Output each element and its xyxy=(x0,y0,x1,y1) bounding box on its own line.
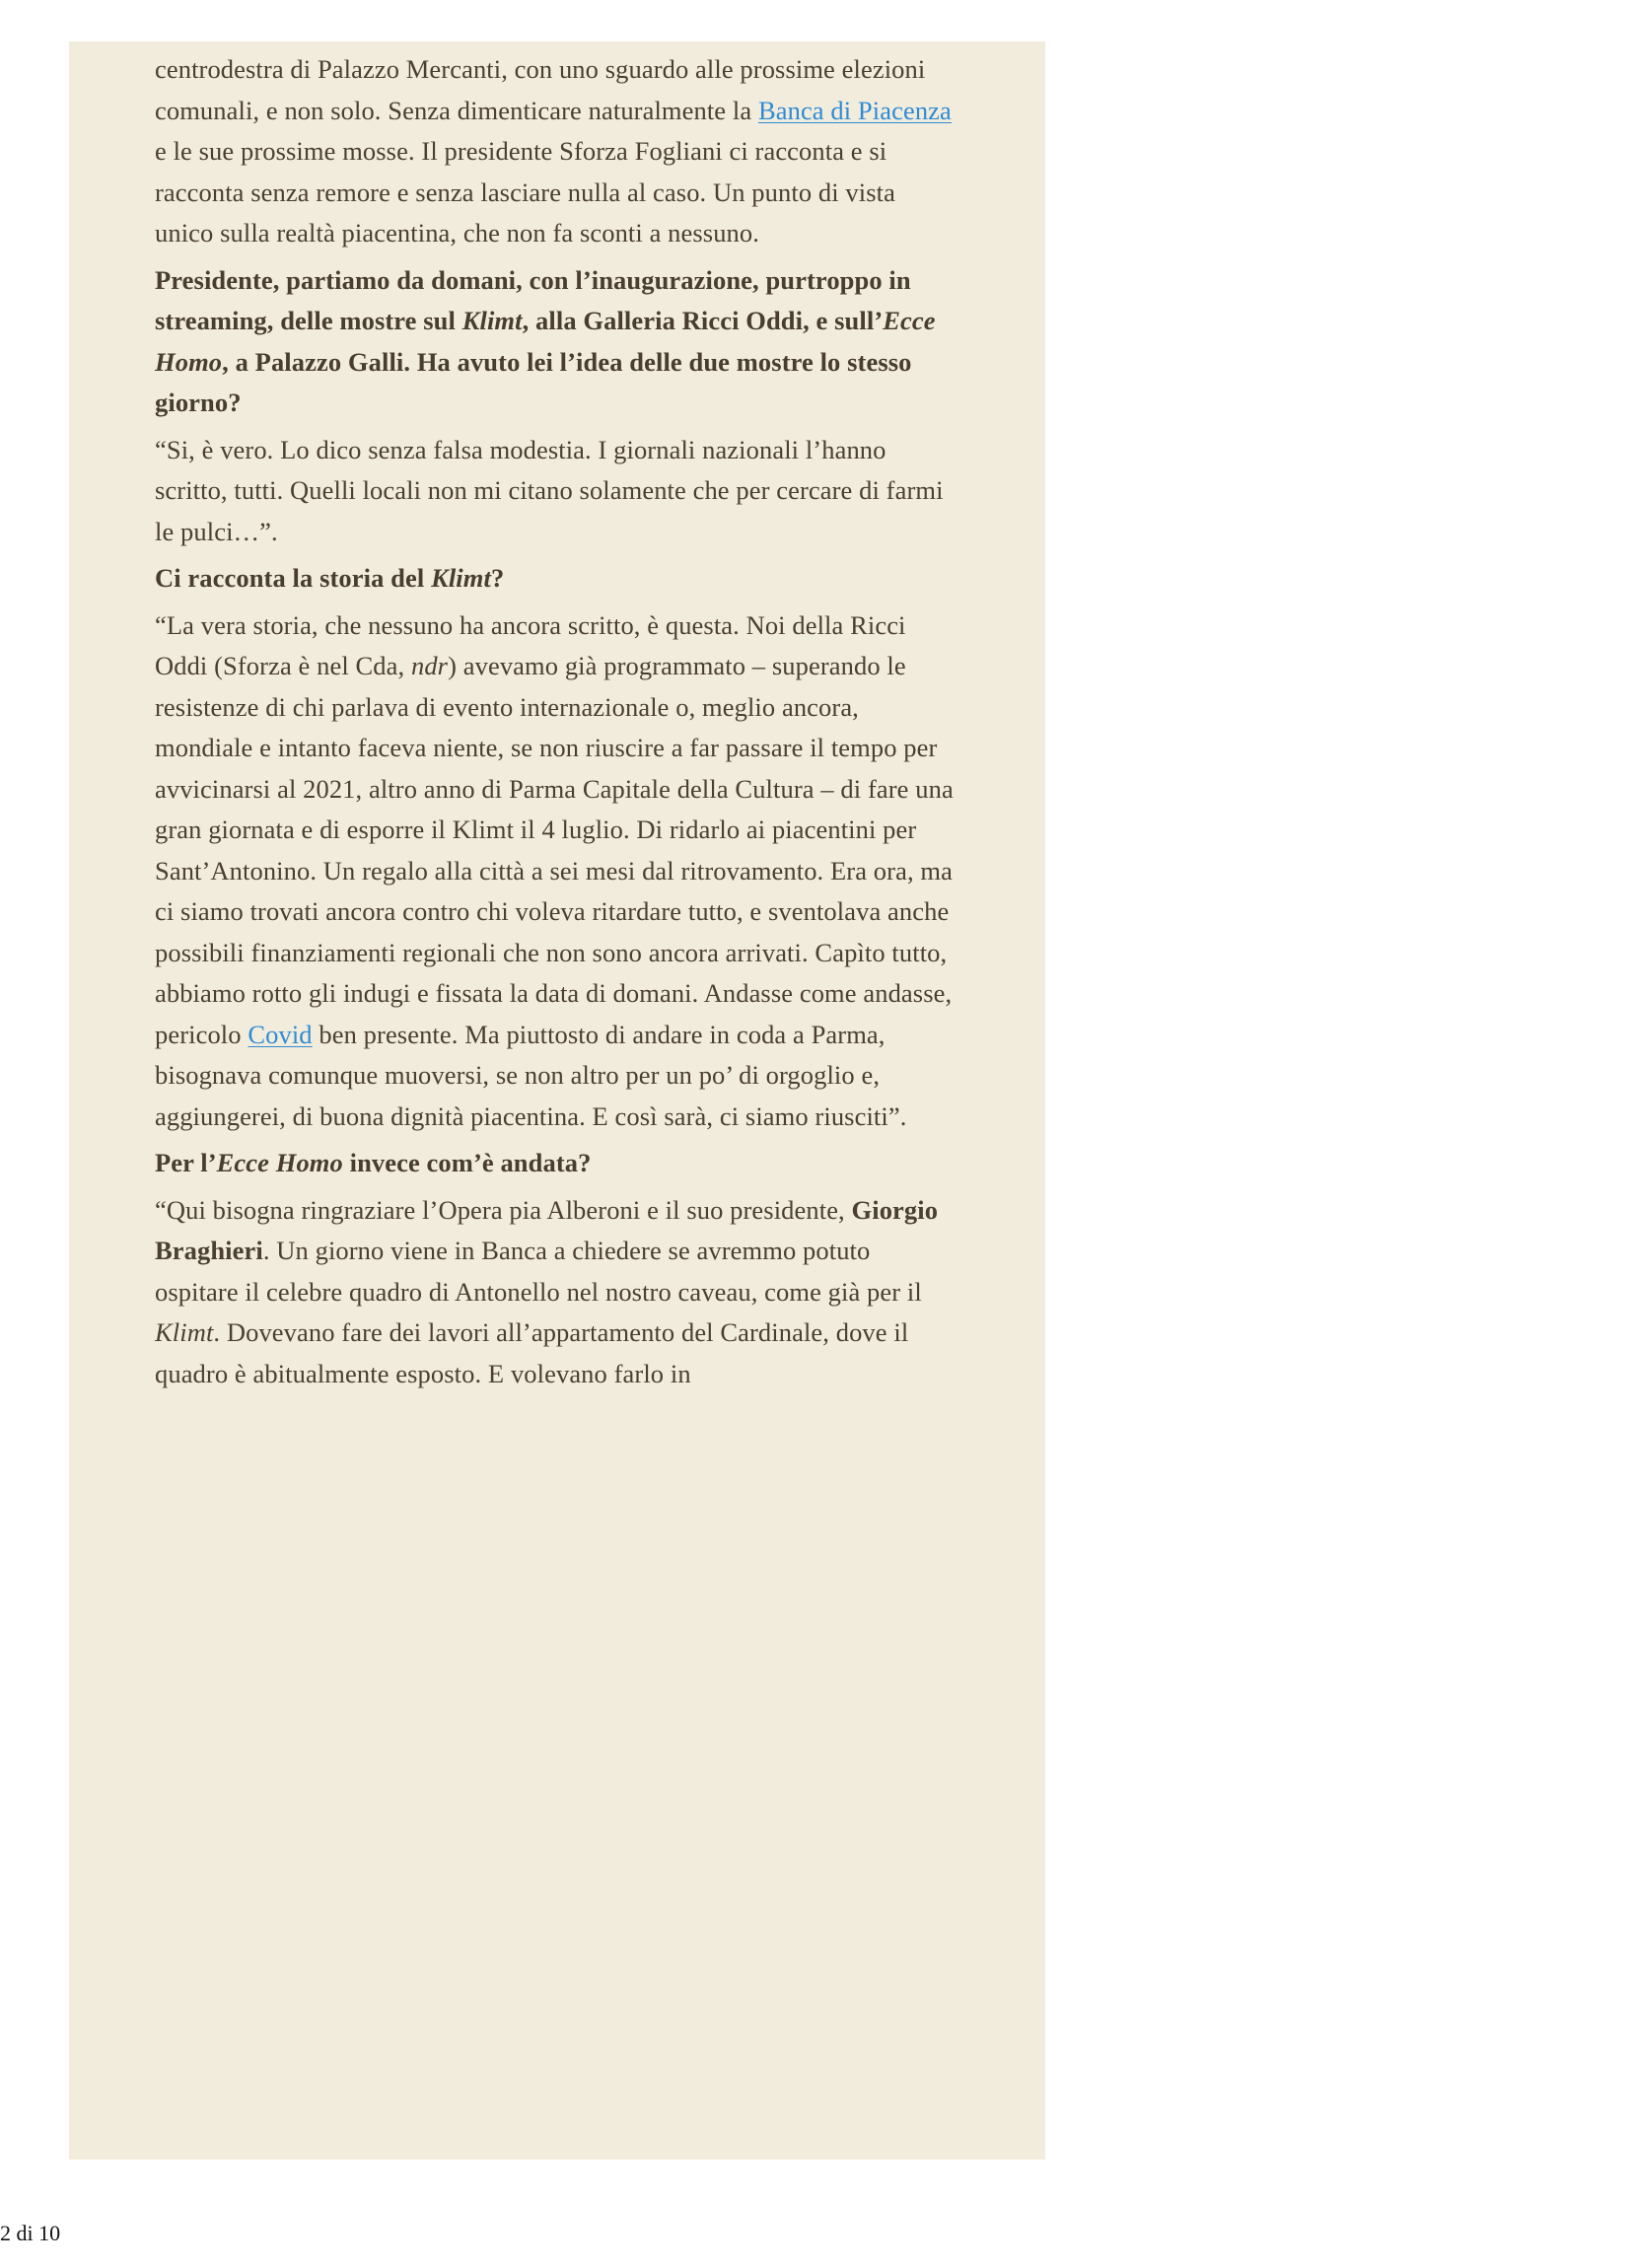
answer-1-seg-0: “Si, è vero. Lo dico senza falsa modestia. I giornali nazionali l’hanno scritto, tutti. Quelli locali non mi citano solamente che per cercare di farmi le pulci…”. xyxy=(155,434,944,546)
question-2-seg-0: Ci racconta la storia del xyxy=(155,563,432,593)
question-1-seg-4: , a Palazzo Galli. Ha avuto lei l’idea delle due mostre lo stesso giorno? xyxy=(155,346,912,417)
question-3-seg-0: Per l’ xyxy=(155,1148,217,1177)
answer-3-seg-3: Klimt xyxy=(155,1317,214,1347)
question-1-seg-0: Presidente, partiamo da domani, con l’inaugurazione, purtroppo in streaming, delle mostre sul xyxy=(155,264,911,335)
answer-2-seg-1: ndr xyxy=(410,651,449,680)
answer-3-seg-2: . Un giorno viene in Banca a chiedere se avremmo potuto ospitare il celebre quadro di Antonello nel nostro caveau, come già per il xyxy=(155,1236,922,1307)
question-1-seg-2: , alla Galleria Ricci Oddi, e sull’ xyxy=(522,306,884,335)
question-1 xyxy=(155,260,956,424)
answer-2-seg-2: ) avevamo già programmato – superando le resistenze di chi parlava di evento internazionale o, meglio ancora, mondiale e intanto faceva niente, se non riuscire a far passare il tempo per avvicinarsi al 2021, altro anno di Parma Capitale della Cultura – di fare una gran giornata e di esporre il Klimt il 4 luglio. Di ridarlo ai piacentini per Sant’Antonino. Un regalo alla città a sei mesi dal ritrovamento. Era ora, ma ci siamo trovati ancora contro chi voleva ritardare tutto, e sventolava anche possibili finanziamenti regionali che non sono ancora arrivati. Capìto tutto, abbiamo rotto gli indugi e fissata la data di domani. Andasse come andasse, pericolo xyxy=(155,651,954,1049)
answer-2-seg-4: ben presente. Ma piuttosto di andare in coda a Parma, bisognava comunque muoversi, se non altro per un po’ di orgoglio e, aggiungerei, di buona dignità piacentina. E così sarà, ci siamo riusciti”. xyxy=(155,1019,907,1131)
question-3 xyxy=(155,1143,956,1184)
link-banca-di-piacenza[interactable]: Banca di Piacenza xyxy=(757,95,952,125)
answer-2-seg-0: “La vera storia, che nessuno ha ancora scritto, è questa. Noi della Ricci Oddi (Sforza è nel Cda, xyxy=(155,609,906,680)
paragraph-continued xyxy=(155,49,956,254)
paragraph-continued-part1: centrodestra di Palazzo Mercanti, con uno sguardo alle prossime elezioni comunali, e non solo. Senza dimenticare naturalmente la xyxy=(155,54,926,125)
page-number-footer: 2 di 10 xyxy=(0,2221,61,2245)
article-page-panel xyxy=(69,41,1045,2160)
question-2 xyxy=(155,558,956,600)
answer-3-seg-0: “Qui bisogna ringraziare l’Opera pia Alberoni e il suo presidente, xyxy=(155,1194,852,1225)
answer-3-seg-1: Giorgio Braghieri xyxy=(155,1194,939,1265)
question-2-seg-1: Klimt xyxy=(431,563,491,593)
question-3-seg-1: Ecce Homo xyxy=(216,1148,343,1177)
question-1-seg-3: Ecce Homo xyxy=(155,306,936,377)
link-covid[interactable]: Covid xyxy=(248,1019,313,1049)
paragraph-continued-part2: e le sue prossime mosse. Il presidente Sforza Fogliani ci racconta e si racconta senza remore e senza lasciare nulla al caso. Un punto di vista unico sulla realtà piacentina, che non fa sconti a nessuno. xyxy=(155,136,895,248)
question-1-seg-1: Klimt xyxy=(461,306,523,335)
article-body xyxy=(155,49,956,1400)
question-3-seg-2: invece com’è andata? xyxy=(342,1148,592,1177)
answer-3 xyxy=(155,1190,956,1395)
question-2-seg-2: ? xyxy=(490,563,505,593)
answer-3-seg-4: . Dovevano fare dei lavori all’appartamento del Cardinale, dove il quadro è abitualmente esposto. E volevano farlo in xyxy=(155,1317,909,1388)
answer-2 xyxy=(155,605,956,1138)
answer-1 xyxy=(155,430,956,553)
